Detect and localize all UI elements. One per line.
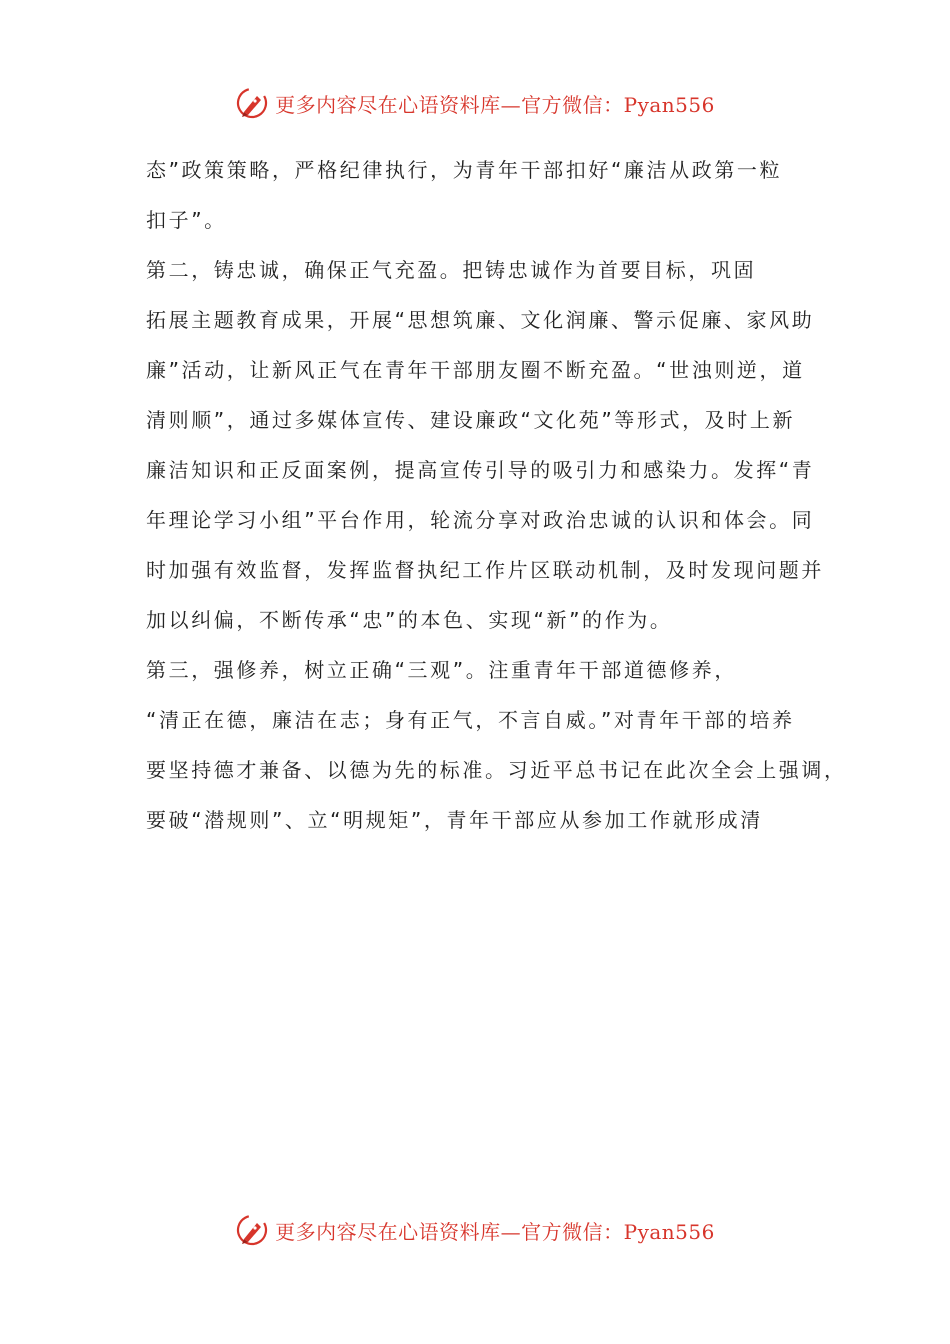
text-line: 要破“潜规则”、立“明规矩”，青年干部应从参加工作就形成清 [146, 808, 763, 832]
text-line: 加以纠偏，不断传承“忠”的本色、实现“新”的作为。 [146, 608, 673, 632]
footer-watermark [0, 1212, 950, 1248]
watermark-text: 更多内容尽在心语资料库—官方微信：Pyan556 [275, 1219, 715, 1244]
text-line: 时加强有效监督，发挥监督执纪工作片区联动机制，及时发现问题并 [146, 558, 824, 582]
header-watermark [0, 85, 950, 121]
text-line: 廉洁知识和正反面案例，提高宣传引导的吸引力和感染力。发挥“青 [146, 458, 815, 482]
text-line: 第二，铸忠诚，确保正气充盈。把铸忠诚作为首要目标，巩固 [146, 258, 757, 282]
document-body [146, 145, 847, 845]
text-line: 扣子”。 [146, 208, 227, 232]
text-line: 第三，强修养，树立正确“三观”。注重青年干部道德修养， [146, 658, 737, 682]
text-line: “清正在德，廉洁在志；身有正气，不言自威。”对青年干部的培养 [146, 708, 795, 732]
pen-nib-icon [235, 86, 269, 120]
text-line: 要坚持德才兼备、以德为先的标准。习近平总书记在此次全会上强调， [146, 758, 847, 782]
text-line: 年理论学习小组”平台作用，轮流分享对政治忠诚的认识和体会。同 [146, 508, 815, 532]
text-line: 廉”活动，让新风正气在青年干部朋友圈不断充盈。“世浊则逆，道 [146, 358, 805, 382]
pen-nib-icon [235, 1213, 269, 1247]
watermark-text: 更多内容尽在心语资料库—官方微信：Pyan556 [275, 92, 715, 117]
text-line: 态”政策策略，严格纪律执行，为青年干部扣好“廉洁从政第一粒 [146, 158, 783, 182]
text-line: 清则顺”，通过多媒体宣传、建设廉政“文化苑”等形式，及时上新 [146, 408, 796, 432]
text-line: 拓展主题教育成果，开展“思想筑廉、文化润廉、警示促廉、家风助 [146, 308, 815, 332]
